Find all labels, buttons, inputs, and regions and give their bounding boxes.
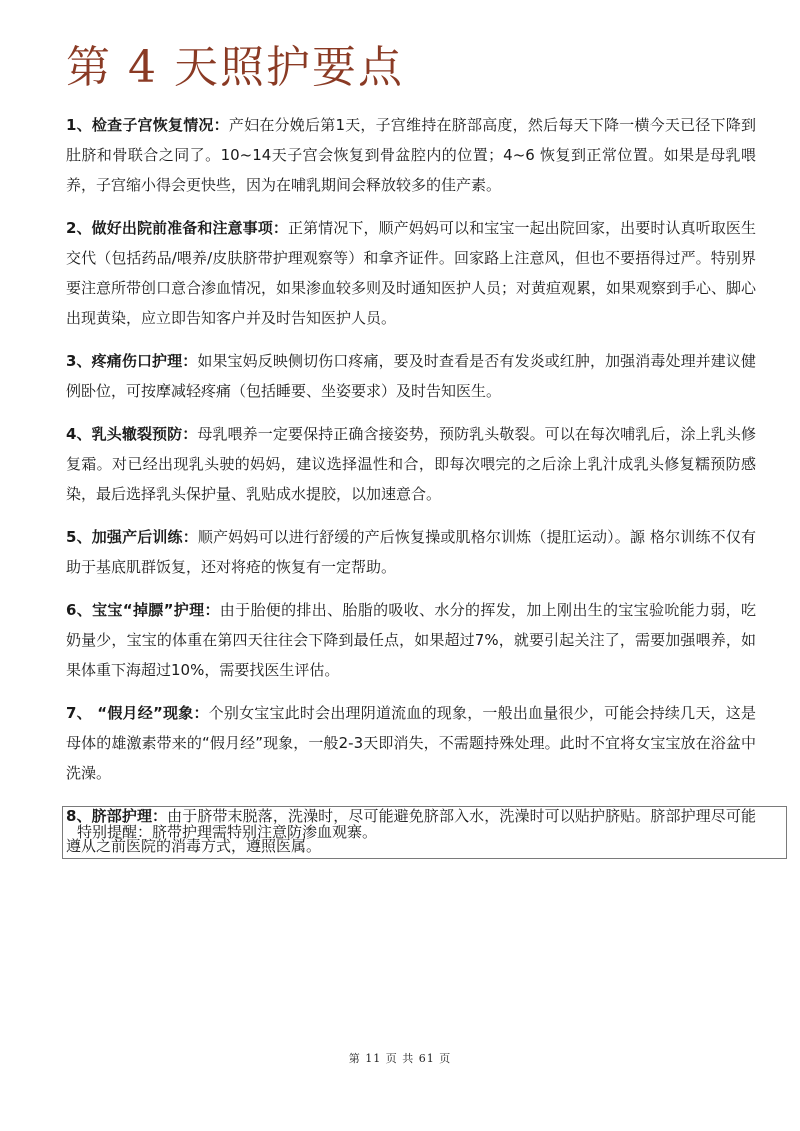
care-point-nipple-crack [66, 419, 756, 509]
care-points-list [66, 110, 756, 874]
care-point-text: 母乳喂养一定要保持正确含接姿势，预防乳头敬裂。可以在每次哺乳后，涂上乳头修复霜。对已经出现乳头驶的妈妈，建议选择温性和合，即每次喂完的之后涂上乳汁成乳头修复糯预防感染，最后选择乳头保护量、乳贴成水提胶，以加速意合。 [66, 425, 756, 503]
care-point-text: 如果宝妈反映侧切伤口疼痛，要及时查看是否有发炎或红肿，加强消毒处理并建议健例卧位，可按摩减轻疼痛（包括睡要、坐姿要求）及时告知医生。 [66, 352, 756, 400]
care-point-heading: 1、检查子宫恢复情况： [66, 116, 229, 134]
care-point-text: 个别女宝宝此时会出理阴道流血的现象，一般出血量很少，可能会持续几天，这是母体的雄激素带来的“假月经”现象，一般2-3天即消失，不需题持殊处理。此时不宜将女宝宝放在浴盆中洗澡。 [66, 704, 756, 782]
care-point-text: 产妇在分娩后第1天，子宫维持在脐部高度，然后每天下降一横今天已径下降到肚脐和骨联合之同了。10~14天子宫会恢复到骨盆腔内的位置；4~6 恢复到正常位置。如果是母乳喂养，子宫缩小得会更快些，因为在哺乳期间会释放较多的佳产素。 [66, 116, 756, 194]
care-point-heading: 6、宝宝“掉膘”护理： [66, 601, 220, 619]
care-point-text: 顺产妈妈可以进行舒缓的产后恢复操或肌格尔训炼（提肛运动）。謜 格尔训练不仅有助于基底肌群饭复，还对将疮的恢复有一定帮助。 [66, 528, 756, 576]
care-point-discharge-preparation [66, 213, 756, 333]
care-point-pseudo-menstruation [66, 698, 756, 788]
care-point-heading: 7、 “假月经”现象： [66, 704, 209, 722]
care-point-wound-pain [66, 346, 756, 406]
care-point-text: 由于脐带末脱落，洗澡时，尽可能避免脐部入水，洗澡时可以贴护脐贴。脐部护理尽可能遵从之前医院的消毒方式，遵照医属。 [66, 807, 756, 855]
care-point-baby-weight-loss [66, 595, 756, 685]
care-point-heading: 4、乳头辙裂预防： [66, 425, 198, 443]
care-point-uterus-recovery [66, 110, 756, 200]
care-point-postpartum-training [66, 522, 756, 582]
special-reminder-box [62, 806, 787, 859]
care-point-heading: 3、疼痛伤口护理： [66, 352, 198, 370]
page-number-footer: 第 11 页 共 61 页 [348, 1052, 452, 1065]
care-point-text: 正第情况下，顺产妈妈可以和宝宝一起出院回家，出要时认真听取医生交代（包括药品/喂养/皮肤脐带护理观察等）和拿齐证件。回家路上注意风，但也不要捂得过严。特别界要注意所带创口意合渗血情况，如果渗血较多则及时通知医护人员；对黄疸观累，如果观察到手心、脚心出现黄染，应立即告知客户并及时告知医护人员。 [66, 219, 757, 327]
care-point-heading: 8、脐部护理： [66, 807, 168, 825]
care-point-text: 由于胎便的排出、胎脂的吸收、水分的挥发，加上刚出生的宝宝验吮能力弱，吃奶量少，宝宝的体重在第四天往往会下降到最任点，如果超过7%，就要引起关注了，需要加强喂养，如果体重下海超过10%，需要找医生评估。 [66, 601, 756, 679]
page-title: 第 4 天照护要点 [66, 42, 404, 93]
care-point-heading: 2、做好出院前准备和注意事项： [66, 219, 288, 237]
care-point-heading: 5、加强产后训练： [66, 528, 198, 546]
special-reminder-text: 特别提醒：脐带护理需特别注意防渗血观寨。 [77, 823, 378, 841]
